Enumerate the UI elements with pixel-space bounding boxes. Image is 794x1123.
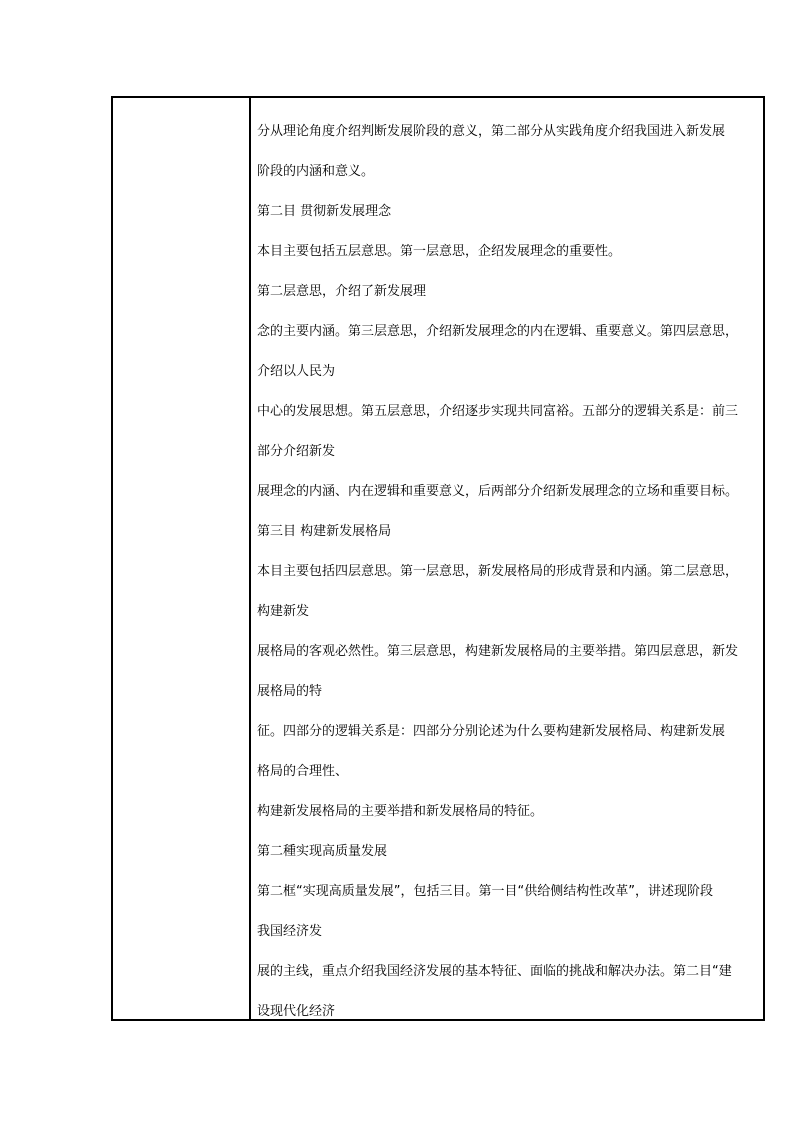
text-line: 本目主要包括四层意思。第一层意思，新发展格局的形成背景和内涵。第二层意思， (257, 564, 739, 579)
table-right-cell (251, 98, 763, 1019)
text-line: 构建新发 (257, 604, 310, 619)
text-line: 设现代化经济 (257, 1004, 336, 1019)
text-line: 构建新发展格局的主要举措和新发展格局的特征。 (257, 804, 544, 819)
text-line: 中心的发展思想。第五层意思，介绍逐步实现共同富裕。五部分的逻辑关系是：前三 (257, 404, 739, 419)
text-line: 第二框“实现高质量发展”，包括三目。第一目“供给侧结构性改革”，讲述现阶段 (257, 884, 713, 899)
table-left-cell (113, 98, 251, 1019)
text-line: 阶段的内涵和意义。 (257, 164, 375, 179)
text-line: 第二层意思，介绍了新发展理 (257, 284, 427, 299)
content-table (111, 96, 765, 1021)
text-line: 展格局的客观必然性。第三层意思，构建新发展格局的主要举措。第四层意思，新发 (257, 644, 739, 659)
text-line: 念的主要内涵。第三层意思，介绍新发展理念的内在逻辑、重要意义。第四层意思， (257, 324, 739, 339)
text-line: 我国经济发 (257, 924, 323, 939)
text-line: 征。四部分的逻辑关系是：四部分分别论述为什么要构建新发展格局、构建新发展 (257, 724, 726, 739)
text-line: 格局的合理性、 (257, 764, 349, 779)
section-heading: 第二種实现高质量发展 (257, 844, 388, 859)
section-heading: 第三目 构建新发展格局 (257, 524, 392, 539)
text-line: 本目主要包括五层意思。第一层意思，企绍发展理念的重要性。 (257, 244, 622, 259)
text-line: 介绍以人民为 (257, 364, 336, 379)
section-heading: 第二目 贯彻新发展理念 (257, 204, 392, 219)
text-line: 展的主线，重点介绍我国经济发展的基本特征、面临的挑战和解决办法。第二目“建 (257, 964, 732, 979)
text-line: 展理念的内涵、内在逻辑和重要意义，后两部分介绍新发展理念的立场和重要目标。 (257, 484, 739, 499)
text-line: 部分介绍新发 (257, 444, 336, 459)
text-line: 分从理论角度介绍判断发展阶段的意义，第二部分从实践角度介绍我国进入新发展 (257, 124, 726, 139)
text-line: 展格局的特 (257, 684, 323, 699)
